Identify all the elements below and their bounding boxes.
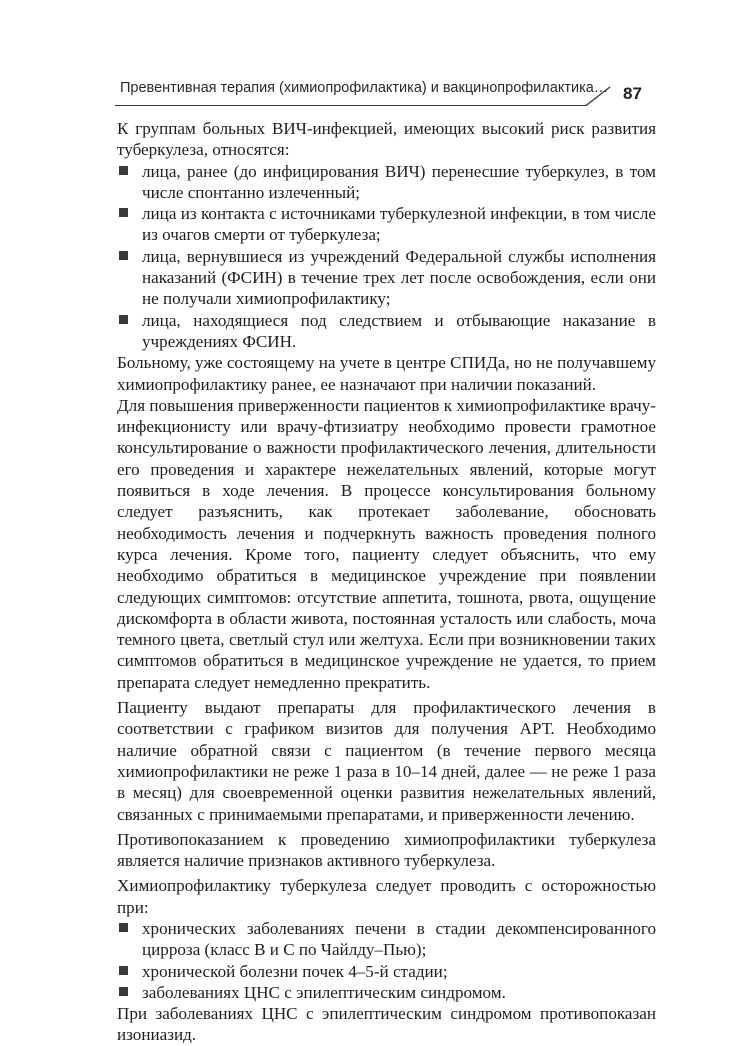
- square-bullet-icon: [119, 208, 128, 217]
- page-number: 87: [623, 84, 642, 103]
- list-item-text: хронической болезни почек 4–5-й стадии;: [142, 961, 448, 981]
- closing-paragraph: При заболеваниях ЦНС с эпилептическим синдромом противопоказан изониазид.: [117, 1004, 656, 1045]
- square-bullet-icon: [119, 987, 128, 996]
- list-item: [117, 246, 656, 310]
- list-item: [117, 918, 656, 961]
- list-item-text: лица, вернувшиеся из учреждений Федеральной службы исполнения наказаний (ФСИН) в течение трех лет после освобождения, если они не получали химиопрофилактику;: [142, 246, 656, 309]
- list-item-text: хронических заболеваниях печени в стадии декомпенсированного цирроза (класс В и С по Чайлду–Пью);: [142, 918, 656, 960]
- square-bullet-icon: [119, 923, 128, 932]
- header-rule-slant: [585, 86, 611, 106]
- body-paragraph: Пациенту выдают препараты для профилактического лечения в соответствии с графиком визитов для получения АРТ. Необходимо наличие обратной связи с пациентом (в течение первого месяца химиопрофилактики не реже 1 раза в 10–14 дней, далее — не реже 1 раза в месяц) для своевременной оценки развития нежелательных явлений, связанных с принимаемыми препаратами, и приверженности лечению.: [117, 698, 656, 824]
- square-bullet-icon: [119, 166, 128, 175]
- body-paragraph: Для повышения приверженности пациентов к химиопрофилактике врачу-инфекционисту или врачу-фтизиатру необходимо провести грамотное консультирование о важности профилактического лечения, длительности его проведения и характере нежелательных явлений, которые могут появиться в ходе лечения. В процессе консультирования больному следует разъяснить, как протекает заболевание, обосновать необходимость лечения и подчеркнуть важность проведения полного курса лечения. Кроме того, пациенту следует объяснить, что ему необходимо обратиться в медицинское учреждение при появлении следующих симптомов: отсутствие аппетита, тошнота, рвота, ощущение дискомфорта в области живота, постоянная усталость или слабость, моча темного цвета, светлый стул или желтуха. Если при возникновении таких симптомов обратиться в медицинское учреждение не удается, то прием препарата следует немедленно прекратить.: [117, 395, 656, 692]
- list-item-text: лица, находящиеся под следствием и отбывающие наказание в учреждениях ФСИН.: [142, 310, 656, 351]
- list-item-text: лица из контакта с источниками туберкулезной инфекции, в том числе из очагов смерти от туберкулеза;: [142, 204, 656, 245]
- caution-conditions-list: [117, 918, 656, 1003]
- intro-paragraph: К группам больных ВИЧ-инфекцией, имеющих высокий риск развития туберкулеза, относятся:: [117, 119, 656, 160]
- running-header: [115, 80, 660, 110]
- list-item-text: заболеваниях ЦНС с эпилептическим синдромом.: [142, 982, 506, 1002]
- list-item: [117, 203, 656, 246]
- risk-groups-list: [117, 161, 656, 353]
- list-item-text: лица, ранее (до инфицирования ВИЧ) перенесшие туберкулез, в том числе спонтанно излеченный;: [142, 161, 656, 202]
- list-item: [117, 310, 656, 353]
- running-title: Превентивная терапия (химиопрофилактика) и вакцинопрофилактика…: [120, 80, 609, 96]
- body-paragraph: Больному, уже состоящему на учете в центре СПИДа, но не получавшему химиопрофилактику ранее, ее назначают при наличии показаний.: [117, 353, 656, 394]
- square-bullet-icon: [119, 251, 128, 260]
- list-item: [117, 161, 656, 204]
- header-rule: [115, 105, 587, 106]
- body-paragraph: Химиопрофилактику туберкулеза следует проводить с осторожностью при:: [117, 876, 656, 917]
- page-body: [117, 118, 656, 1046]
- square-bullet-icon: [119, 966, 128, 975]
- square-bullet-icon: [119, 315, 128, 324]
- body-paragraph: Противопоказанием к проведению химиопрофилактики туберкулеза является наличие признаков активного туберкулеза.: [117, 829, 656, 871]
- list-item: [117, 961, 656, 982]
